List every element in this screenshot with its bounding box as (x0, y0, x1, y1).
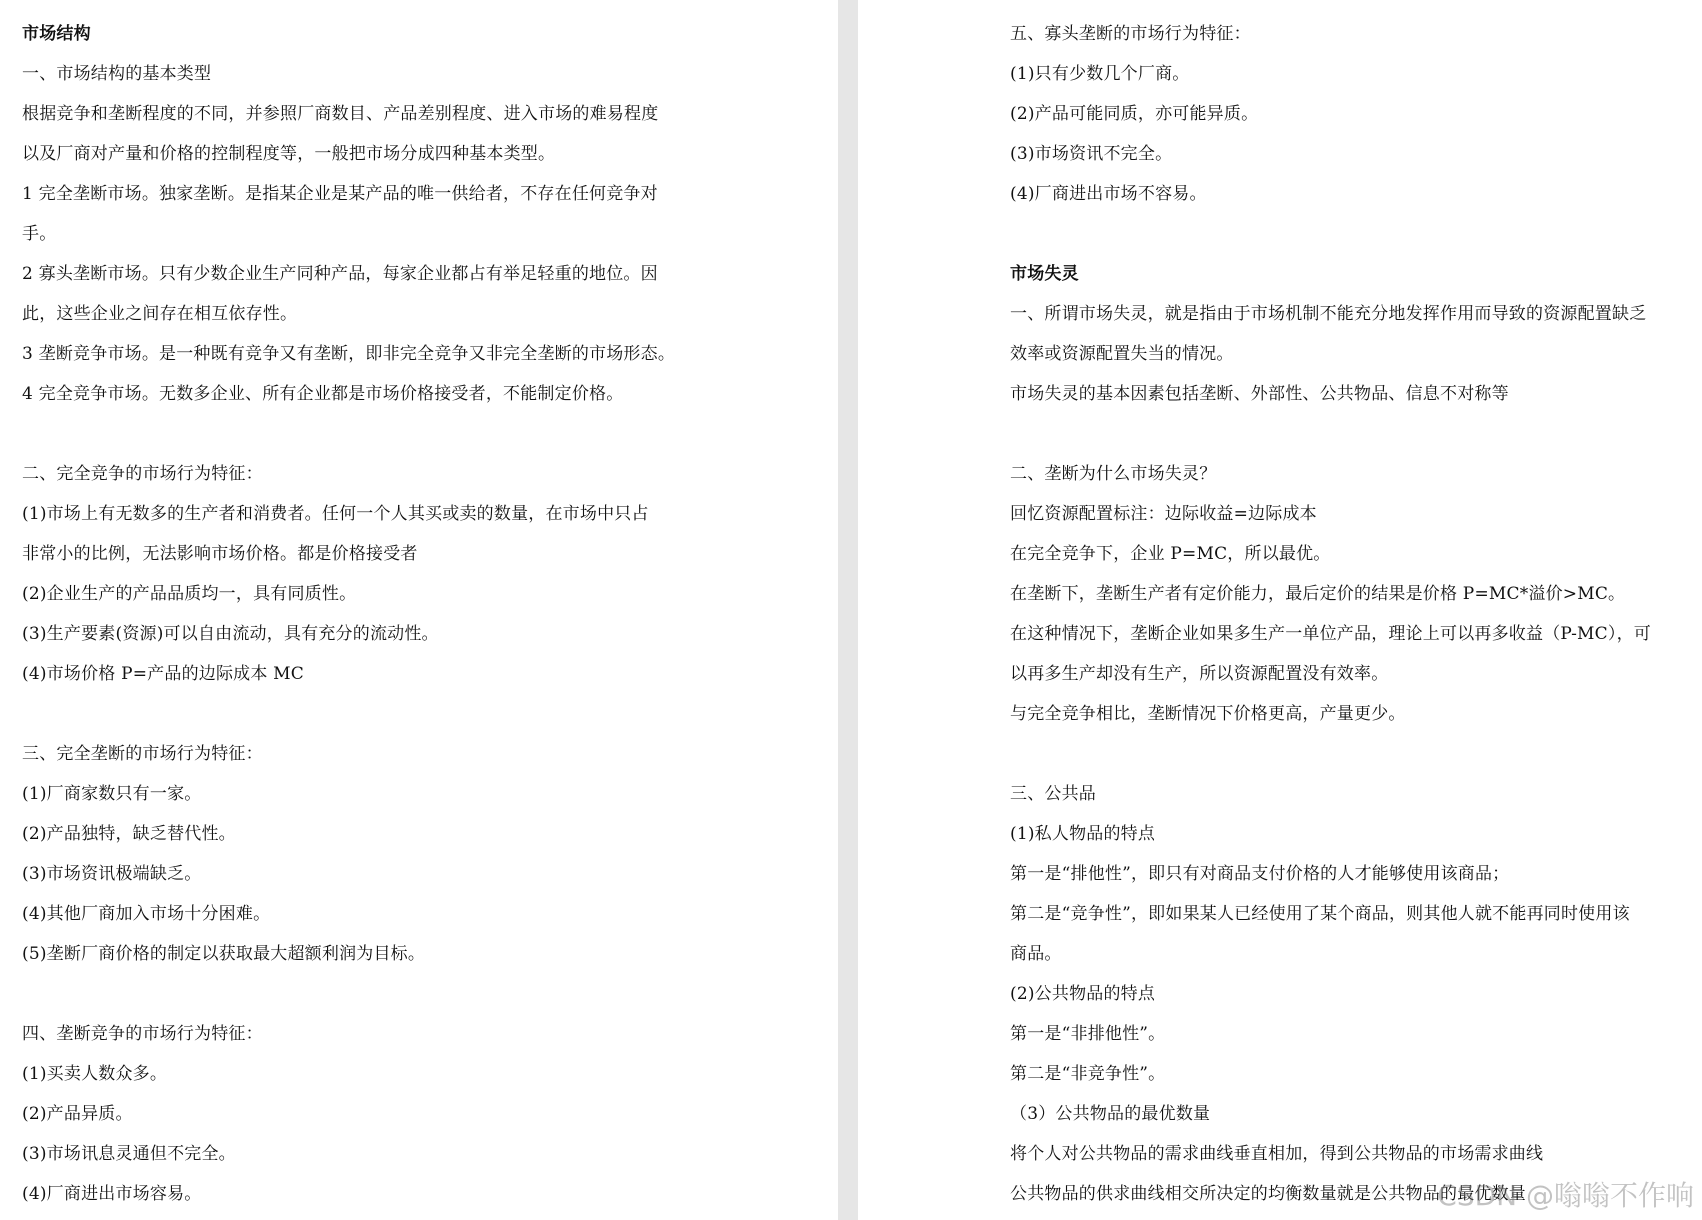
left-page-text-line (22, 414, 838, 454)
left-page-text-line: (4)其他厂商加入市场十分困难。 (22, 904, 271, 924)
document-page-right (858, 0, 1702, 1220)
left-page-text-line: 此，这些企业之间存在相互依存性。 (22, 304, 298, 324)
right-page-text-line: 第一是“排他性”，即只有对商品支付价格的人才能够使用该商品； (1010, 864, 1510, 884)
right-page-text-line: 五、寡头垄断的市场行为特征： (1010, 24, 1251, 44)
right-page-text-line: (2)产品可能同质，亦可能异质。 (1010, 104, 1259, 124)
left-page-text-line: 2 寡头垄断市场。只有少数企业生产同种产品，每家企业都占有举足轻重的地位。因 (22, 264, 658, 284)
right-page-text-line: 市场失灵的基本因素包括垄断、外部性、公共物品、信息不对称等 (1010, 384, 1509, 404)
right-page-text-line: 二、垄断为什么市场失灵？ (1010, 464, 1217, 484)
right-page-text-line: 第一是“非排他性”。 (1010, 1024, 1166, 1044)
left-page-text-line: 二、完全竞争的市场行为特征： (22, 464, 263, 484)
left-page-text-line: (3)市场资讯极端缺乏。 (22, 864, 202, 884)
left-page-heading: 市场结构 (22, 24, 91, 44)
left-page-text-line: (4)市场价格 P=产品的边际成本 MC (22, 664, 304, 684)
left-page-text-line: 三、完全垄断的市场行为特征： (22, 744, 263, 764)
right-page-text-line: 第二是“竞争性”，即如果某人已经使用了某个商品，则其他人就不能再同时使用该 (1010, 904, 1630, 924)
left-page-text-line: 根据竞争和垄断程度的不同，并参照厂商数目、产品差别程度、进入市场的难易程度 (22, 104, 659, 124)
left-page-text-line: 非常小的比例，无法影响市场价格。都是价格接受者 (22, 544, 418, 564)
left-page-text-line: (2)产品独特，缺乏替代性。 (22, 824, 236, 844)
right-page-text-line: 与完全竞争相比，垄断情况下价格更高，产量更少。 (1010, 704, 1406, 724)
left-page-text-line: (1)买卖人数众多。 (22, 1064, 168, 1084)
document-page-left (0, 0, 838, 1220)
left-page-text-line: 四、垄断竞争的市场行为特征： (22, 1024, 263, 1044)
right-page-text-line: 一、所谓市场失灵，就是指由于市场机制不能充分地发挥作用而导致的资源配置缺乏 (1010, 304, 1647, 324)
right-page-text-line: 回忆资源配置标注：边际收益=边际成本 (1010, 504, 1317, 524)
left-page-text-line: (2)企业生产的产品品质均一，具有同质性。 (22, 584, 357, 604)
left-page-text-line (22, 694, 838, 734)
left-page-text-line: (5)垄断厂商价格的制定以获取最大超额利润为目标。 (22, 944, 426, 964)
right-page-text-line (1010, 214, 1702, 254)
right-page-text-line (1010, 734, 1702, 774)
right-page-text-line: 在这种情况下，垄断企业如果多生产一单位产品，理论上可以再多收益（P-MC），可 (1010, 624, 1651, 644)
left-page-text-line: 1 完全垄断市场。独家垄断。是指某企业是某产品的唯一供给者，不存在任何竞争对 (22, 184, 658, 204)
right-page-text-line: 以再多生产却没有生产，所以资源配置没有效率。 (1010, 664, 1389, 684)
left-page-text-line: (3)市场讯息灵通但不完全。 (22, 1144, 236, 1164)
right-page-heading: 市场失灵 (1010, 264, 1079, 284)
right-page-text-line: 第二是“非竞争性”。 (1010, 1064, 1166, 1084)
left-page-text-line: (4)厂商进出市场容易。 (22, 1184, 202, 1204)
right-page-text-line: (1)私人物品的特点 (1010, 824, 1156, 844)
left-page-text-line: 手。 (22, 224, 57, 244)
right-page-text-line: (4)厂商进出市场不容易。 (1010, 184, 1207, 204)
right-page-text-line: (2)公共物品的特点 (1010, 984, 1156, 1004)
right-page-text-line: 在完全竞争下，企业 P=MC，所以最优。 (1010, 544, 1331, 564)
left-page-text-line: 一、市场结构的基本类型 (22, 64, 212, 84)
left-page-text-line: (1)市场上有无数多的生产者和消费者。任何一个人其买或卖的数量，在市场中只占 (22, 504, 649, 524)
left-page-text-line: (3)生产要素(资源)可以自由流动，具有充分的流动性。 (22, 624, 439, 644)
left-page-text-line: 3 垄断竞争市场。是一种既有竞争又有垄断，即非完全竞争又非完全垄断的市场形态。 (22, 344, 676, 364)
right-page-text-line: 商品。 (1010, 944, 1062, 964)
left-page-text-line: (1)厂商家数只有一家。 (22, 784, 202, 804)
watermark: CSDN @嗡嗡不作响 (1437, 1179, 1694, 1212)
right-page-text-line: 三、公共品 (1010, 784, 1096, 804)
left-page-text-line: 以及厂商对产量和价格的控制程度等，一般把市场分成四种基本类型。 (22, 144, 556, 164)
right-page-text-line: 效率或资源配置失当的情况。 (1010, 344, 1234, 364)
left-page-text-line (22, 974, 838, 1014)
right-page-text-line: （3）公共物品的最优数量 (1010, 1104, 1211, 1124)
right-page-text-line: 在垄断下，垄断生产者有定价能力，最后定价的结果是价格 P=MC*溢价>MC。 (1010, 584, 1626, 604)
right-page-text-line: 公共物品的供求曲线相交所决定的均衡数量就是公共物品的最优数量 (1010, 1184, 1526, 1204)
right-page-text-line: (3)市场资讯不完全。 (1010, 144, 1173, 164)
left-page-text-line: (2)产品异质。 (22, 1104, 133, 1124)
right-page-text-line: 将个人对公共物品的需求曲线垂直相加，得到公共物品的市场需求曲线 (1010, 1144, 1544, 1164)
left-page-text-line: 4 完全竞争市场。无数多企业、所有企业都是市场价格接受者，不能制定价格。 (22, 384, 624, 404)
right-page-text-line (1010, 414, 1702, 454)
right-page-text-line: (1)只有少数几个厂商。 (1010, 64, 1190, 84)
